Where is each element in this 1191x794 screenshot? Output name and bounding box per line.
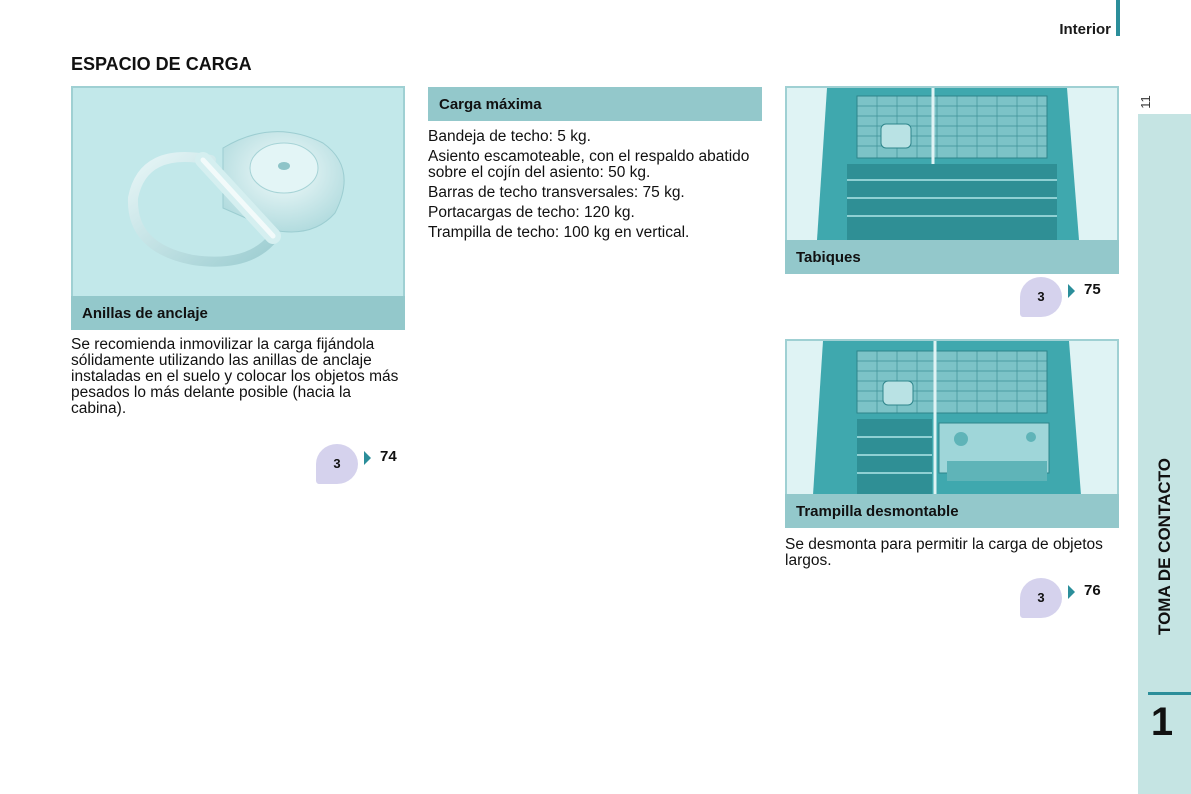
reference-chapter: 3 [333, 456, 341, 471]
chapter-divider [1148, 692, 1191, 695]
max-load-title [428, 87, 762, 121]
removable-hatch-caption [785, 494, 1119, 528]
anchor-ring-icon [73, 88, 403, 296]
reference-chapter: 3 [1037, 289, 1045, 304]
max-load-item: Asiento escamoteable, con el respaldo abatido sobre el cojín del asiento: 50 kg. [428, 148, 750, 181]
max-load-title-text: Carga máxima [439, 95, 542, 113]
chapter-title: TOMA DE CONTACTO [1155, 458, 1174, 635]
removable-hatch-paragraph: Se desmonta para permitir la carga de objetos largos. [785, 536, 1103, 569]
reference-arrow-icon [1068, 284, 1075, 298]
cargo-partition-icon [787, 88, 1117, 240]
section-title: ESPACIO DE CARGA [71, 54, 252, 74]
max-load-item: Trampilla de techo: 100 kg en vertical. [428, 224, 690, 241]
partitions-reference[interactable] [1020, 277, 1115, 317]
removable-hatch-text [785, 537, 1120, 573]
reference-arrow-icon [1068, 585, 1075, 599]
anchor-rings-caption-text: Anillas de anclaje [82, 304, 208, 322]
anchor-rings-reference[interactable] [316, 444, 406, 484]
anchor-rings-paragraph: Se recomienda inmovilizar la carga fijándola sólidamente utilizando las anillas de anclaje instaladas en el suelo y colocar los objetos más pesados lo más delante posible (hacia la cabina). [71, 336, 399, 417]
anchor-rings-text [71, 337, 406, 421]
reference-page[interactable]: 76 [1084, 582, 1101, 599]
anchor-ring-illustration [71, 86, 405, 298]
partitions-caption [785, 240, 1119, 274]
reference-page[interactable]: 75 [1084, 281, 1101, 298]
max-load-item: Portacargas de techo: 120 kg. [428, 204, 635, 221]
max-load-list [428, 129, 768, 245]
page-number: 11 [1138, 95, 1153, 109]
chapter-number: 1 [1150, 700, 1174, 744]
partitions-illustration [785, 86, 1119, 242]
header-accent-bar [1116, 0, 1120, 36]
max-load-item: Bandeja de techo: 5 kg. [428, 128, 591, 145]
reference-page[interactable]: 74 [380, 448, 397, 465]
header-title: Interior [1059, 21, 1111, 38]
removable-hatch-illustration [785, 339, 1119, 497]
anchor-rings-caption [71, 296, 405, 330]
removable-hatch-icon [787, 341, 1117, 495]
partitions-caption-text: Tabiques [796, 248, 861, 266]
reference-chapter: 3 [1037, 590, 1045, 605]
removable-hatch-caption-text: Trampilla desmontable [796, 502, 959, 520]
reference-arrow-icon [364, 451, 371, 465]
removable-hatch-reference[interactable] [1020, 578, 1115, 618]
max-load-item: Barras de techo transversales: 75 kg. [428, 184, 685, 201]
